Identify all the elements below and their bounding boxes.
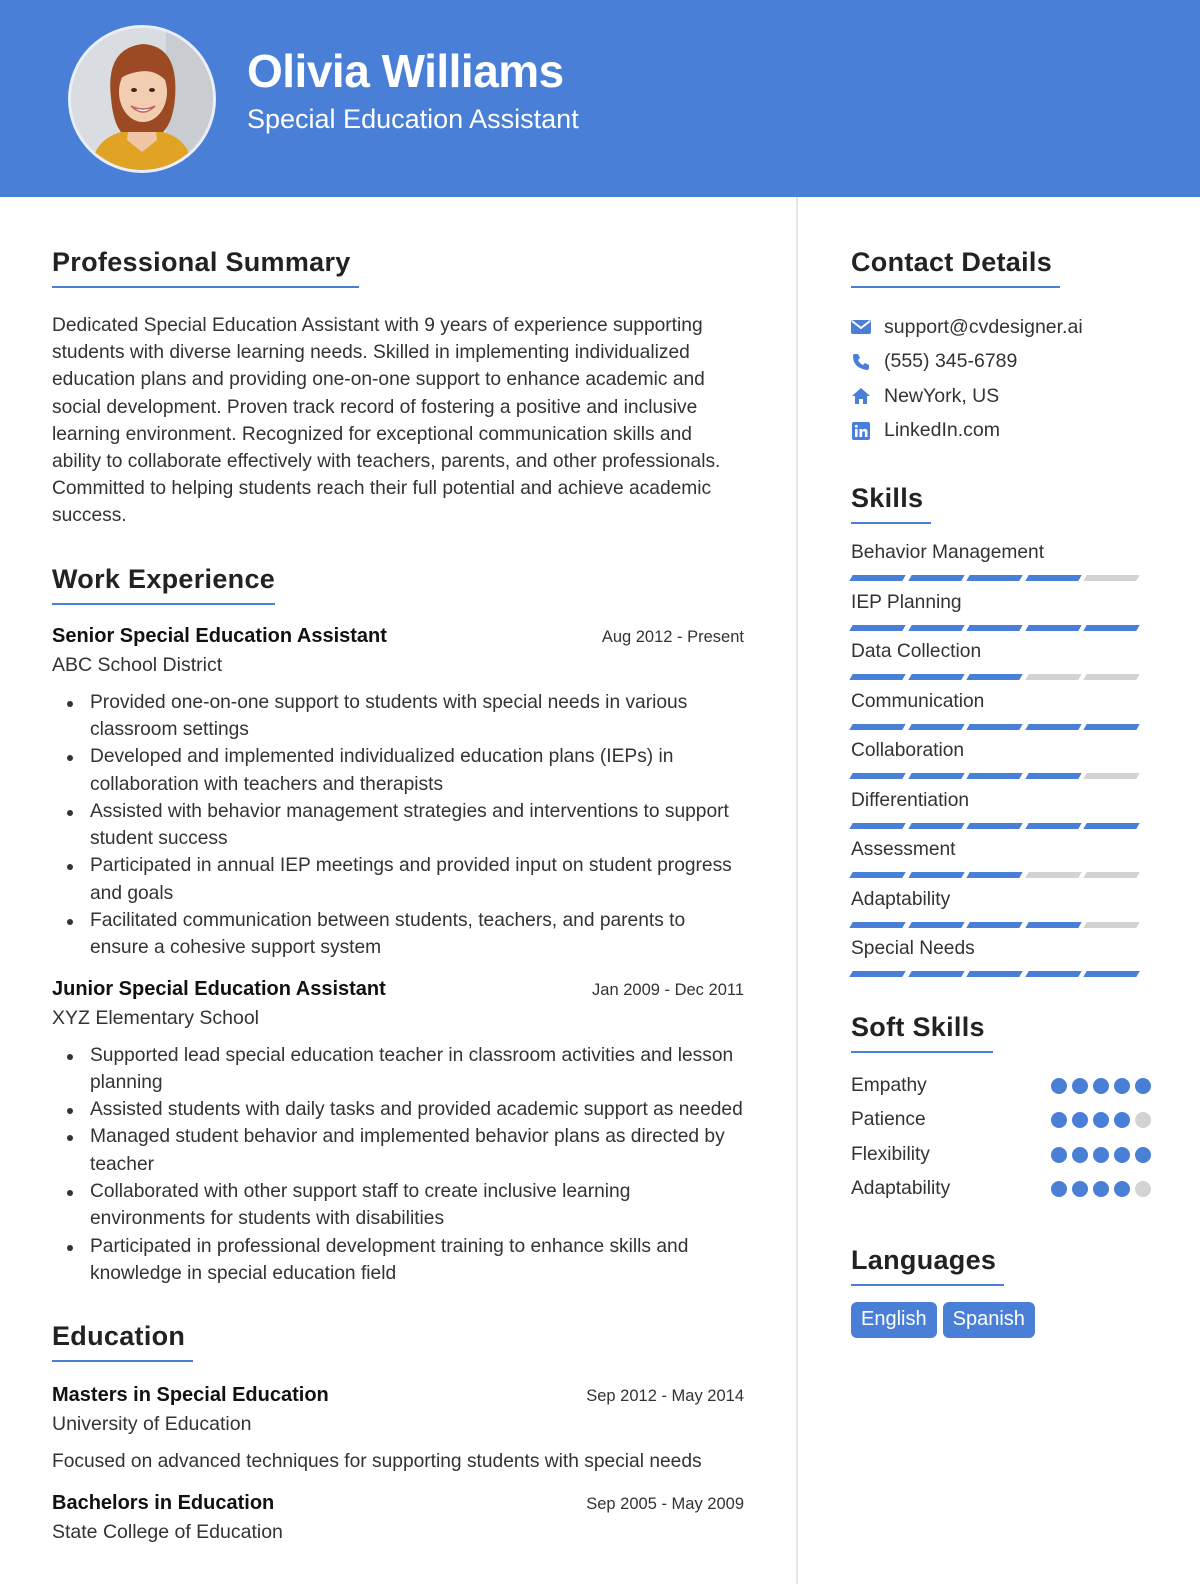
soft-skill-rating (1051, 1112, 1151, 1128)
skill-level-segment (849, 575, 905, 581)
contact-linkedin[interactable] (851, 414, 1151, 449)
skill-item (851, 534, 1151, 584)
language-badge: English (851, 1302, 937, 1338)
skill-level-segment (966, 625, 1022, 631)
email-text: support@cvdesigner.ai (884, 315, 1083, 338)
summary-section (52, 247, 744, 530)
skill-item (851, 782, 1151, 832)
job-entry (52, 978, 744, 1288)
skill-level-segment (1083, 872, 1139, 878)
skill-level-segment (849, 922, 905, 928)
rating-dot (1093, 1181, 1109, 1197)
rating-dot (1051, 1147, 1067, 1163)
skills-section (851, 483, 1151, 980)
skill-level-segment (1083, 724, 1139, 730)
degree-title: Masters in Special Education (52, 1384, 329, 1407)
skill-level-segment (908, 674, 964, 680)
list-item: Collaborated with other support staff to create inclusive learning environments for students with disabilities (52, 1178, 744, 1233)
skill-level-segment (849, 674, 905, 680)
soft-skill-item (851, 1138, 1151, 1173)
skill-level-segment (1083, 674, 1139, 680)
skills-list (851, 534, 1151, 980)
skill-level-bar (851, 922, 1151, 928)
skill-level-segment (966, 674, 1022, 680)
skill-label: IEP Planning (851, 591, 962, 613)
experience-section (52, 564, 744, 1288)
summary-text: Dedicated Special Education Assistant with 9 years of experience supporting students with diverse learning needs. Skilled in implementing individualized education plans and providing one-on-one support to enhance academic and social development. Proven track record of fostering a positive and inclusive learning environment. Recognized for exceptional communication skills and ability to collaborate effectively with teachers, parents, and other professionals. Committed to helping students reach their full potential and achieve academic success. (52, 315, 721, 527)
skill-level-segment (1025, 773, 1081, 779)
skill-level-segment (1025, 674, 1081, 680)
rating-dot (1051, 1078, 1067, 1094)
school-name: University of Education (52, 1413, 252, 1436)
skill-level-segment (908, 575, 964, 581)
skill-label: Communication (851, 690, 985, 712)
rating-dot (1114, 1112, 1130, 1128)
list-item: Participated in professional development training to enhance skills and knowledge in special education field (52, 1233, 744, 1288)
list-item: Supported lead special education teacher in classroom activities and lesson planning (52, 1042, 744, 1097)
degree-title: Bachelors in Education (52, 1491, 275, 1514)
skill-level-segment (1025, 575, 1081, 581)
soft-skill-item (851, 1103, 1151, 1138)
resume-header (0, 0, 1200, 197)
rating-dot (1135, 1112, 1151, 1128)
rating-dot (1135, 1181, 1151, 1197)
skill-level-segment (966, 922, 1022, 928)
education-entry (52, 1492, 744, 1544)
job-date: Aug 2012 - Present (601, 627, 744, 646)
rating-dot (1114, 1147, 1130, 1163)
skill-level-segment (966, 773, 1022, 779)
person-photo-icon (71, 28, 213, 170)
linkedin-icon (851, 421, 871, 441)
list-item: Assisted students with daily tasks and provided academic support as needed (52, 1096, 744, 1123)
skill-item (851, 930, 1151, 980)
skill-item (851, 633, 1151, 683)
soft-skill-rating (1051, 1147, 1151, 1163)
rating-dot (1093, 1078, 1109, 1094)
skill-level-segment (1025, 625, 1081, 631)
section-title-experience: Work Experience (52, 564, 275, 605)
list-item: Participated in annual IEP meetings and provided input on student progress and goals (52, 852, 744, 907)
skill-label: Special Needs (851, 938, 975, 959)
rating-dot (1072, 1078, 1088, 1094)
job-title: Junior Special Education Assistant (52, 977, 386, 1000)
skill-item (851, 831, 1151, 881)
skill-level-bar (851, 872, 1151, 878)
candidate-name: Olivia Williams (247, 45, 564, 97)
skill-item (851, 683, 1151, 733)
list-item: Assisted with behavior management strategies and interventions to support student success (52, 798, 744, 853)
contact-location (851, 379, 1151, 414)
soft-skill-rating (1051, 1181, 1151, 1197)
skill-level-segment (1025, 823, 1081, 829)
rating-dot (1093, 1147, 1109, 1163)
skill-level-bar (851, 575, 1151, 581)
phone-icon (851, 352, 871, 372)
skill-level-segment (849, 971, 905, 977)
skill-item (851, 584, 1151, 634)
skill-level-segment (1083, 773, 1139, 779)
job-entry (52, 625, 744, 962)
rating-dot (1135, 1078, 1151, 1094)
soft-skills-list (851, 1069, 1151, 1207)
skill-level-segment (1025, 724, 1081, 730)
column-divider (796, 197, 798, 1584)
education-description: Focused on advanced techniques for supporting students with special needs (52, 1451, 702, 1473)
education-section (52, 1321, 744, 1543)
section-title-skills: Skills (851, 483, 931, 524)
skill-level-bar (851, 674, 1151, 680)
soft-skill-label: Empathy (851, 1074, 927, 1096)
job-organization: ABC School District (52, 653, 223, 676)
soft-skill-label: Patience (851, 1109, 926, 1131)
skill-level-segment (908, 971, 964, 977)
skill-level-segment (849, 773, 905, 779)
skill-level-segment (1083, 823, 1139, 829)
section-title-summary: Professional Summary (52, 247, 359, 288)
soft-skill-label: Flexibility (851, 1143, 930, 1165)
sidebar-column (851, 247, 1151, 1338)
soft-skill-item (851, 1172, 1151, 1207)
home-icon (851, 386, 871, 406)
skill-level-bar (851, 823, 1151, 829)
section-title-contact: Contact Details (851, 247, 1060, 288)
rating-dot (1114, 1078, 1130, 1094)
job-organization: XYZ Elementary School (52, 1006, 260, 1029)
linkedin-text: LinkedIn.com (884, 419, 1000, 442)
skill-level-segment (1083, 575, 1139, 581)
envelope-icon (851, 317, 871, 337)
skill-level-bar (851, 625, 1151, 631)
education-date: Sep 2012 - May 2014 (586, 1387, 744, 1406)
job-bullets (52, 1042, 744, 1288)
main-column (52, 247, 744, 1544)
rating-dot (1072, 1147, 1088, 1163)
skill-level-segment (966, 823, 1022, 829)
skill-level-segment (1083, 625, 1139, 631)
soft-skill-rating (1051, 1078, 1151, 1094)
skill-label: Differentiation (851, 789, 970, 811)
school-name: State College of Education (52, 1520, 283, 1543)
education-entry (52, 1384, 744, 1475)
skill-label: Adaptability (851, 888, 951, 910)
skill-level-segment (908, 773, 964, 779)
rating-dot (1051, 1112, 1067, 1128)
skill-level-segment (1083, 922, 1139, 928)
rating-dot (1093, 1112, 1109, 1128)
skill-level-bar (851, 971, 1151, 977)
section-title-soft-skills: Soft Skills (851, 1012, 993, 1053)
job-bullets (52, 689, 744, 962)
rating-dot (1114, 1181, 1130, 1197)
language-badge: Spanish (943, 1302, 1035, 1338)
skill-level-segment (966, 872, 1022, 878)
rating-dot (1072, 1181, 1088, 1197)
section-title-languages: Languages (851, 1245, 1004, 1286)
skill-label: Collaboration (851, 740, 965, 761)
skill-level-bar (851, 773, 1151, 779)
skill-level-segment (849, 724, 905, 730)
skill-level-segment (908, 872, 964, 878)
skill-level-segment (1025, 872, 1081, 878)
skill-level-segment (908, 724, 964, 730)
skill-level-segment (849, 625, 905, 631)
skill-level-segment (849, 872, 905, 878)
skill-label: Data Collection (851, 641, 982, 662)
phone-text: (555) 345-6789 (884, 350, 1018, 373)
contact-email[interactable] (851, 310, 1151, 345)
contact-phone[interactable] (851, 345, 1151, 380)
rating-dot (1135, 1147, 1151, 1163)
skill-level-segment (966, 724, 1022, 730)
skill-level-segment (908, 625, 964, 631)
skill-level-segment (908, 823, 964, 829)
skill-level-bar (851, 724, 1151, 730)
languages-section (851, 1245, 1151, 1338)
list-item: Managed student behavior and implemented behavior plans as directed by teacher (52, 1123, 744, 1178)
skill-level-segment (908, 922, 964, 928)
section-title-education: Education (52, 1321, 193, 1362)
list-item: Facilitated communication between students, teachers, and parents to ensure a cohesive support system (52, 907, 744, 962)
soft-skills-section (851, 1012, 1151, 1207)
list-item: Provided one-on-one support to students with special needs in various classroom settings (52, 689, 744, 744)
skill-item (851, 732, 1151, 782)
skill-item (851, 881, 1151, 931)
job-date: Jan 2009 - Dec 2011 (592, 980, 744, 999)
rating-dot (1051, 1181, 1067, 1197)
skill-level-segment (1025, 922, 1081, 928)
skill-label: Assessment (851, 839, 956, 860)
list-item: Developed and implemented individualized education plans (IEPs) in collaboration with teachers and therapists (52, 743, 744, 798)
skill-level-segment (966, 971, 1022, 977)
skill-level-segment (1025, 971, 1081, 977)
soft-skill-label: Adaptability (851, 1178, 951, 1200)
profile-photo (68, 25, 216, 173)
soft-skill-item (851, 1069, 1151, 1104)
languages-list (851, 1302, 1151, 1338)
rating-dot (1072, 1112, 1088, 1128)
contact-section (851, 247, 1151, 448)
education-date: Sep 2005 - May 2009 (586, 1494, 744, 1513)
skill-level-segment (1083, 971, 1139, 977)
skill-level-segment (849, 823, 905, 829)
job-title: Senior Special Education Assistant (52, 624, 387, 647)
skill-label: Behavior Management (851, 542, 1045, 563)
candidate-title: Special Education Assistant (247, 104, 579, 134)
location-text: NewYork, US (884, 384, 1000, 407)
skill-level-segment (966, 575, 1022, 581)
